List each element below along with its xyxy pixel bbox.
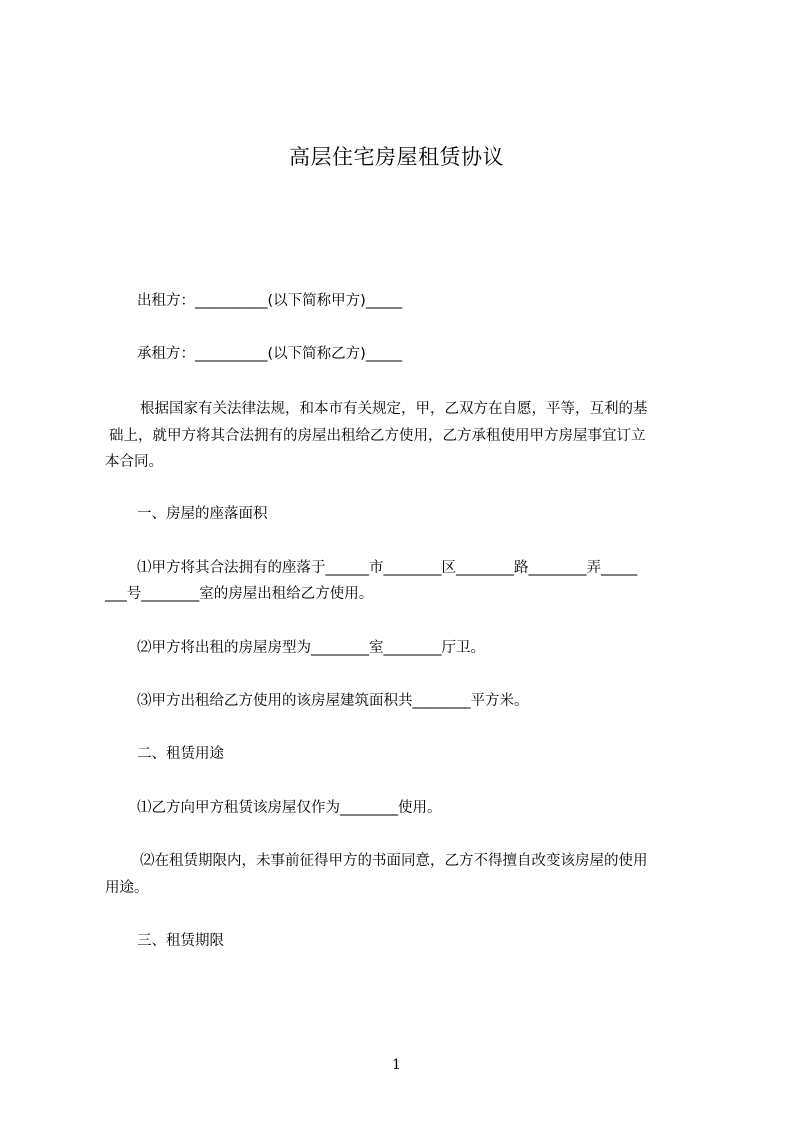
preamble-line-2: 础上，就甲方将其合法拥有的房屋出租给乙方使用，乙方承租使用甲方房屋事宜订立 — [109, 428, 646, 444]
preamble-line-1: 根据国家有关法律法规，和本市有关规定，甲，乙双方在自愿，平等，互利的基 — [140, 401, 648, 417]
section2-item2-line2: 用途。 — [105, 880, 149, 896]
section1-item1-line2: ___号________室的房屋出租给乙方使用。 — [105, 586, 374, 602]
document-title: 高层住宅房屋租赁协议 — [289, 145, 504, 169]
lessee-line: 承租方：__________(以下简称乙方)_____ — [137, 346, 403, 362]
section2-item2-line1: ⑵在租赁期限内，未事前征得甲方的书面同意，乙方不得擅自改变该房屋的使用 — [140, 853, 648, 869]
section1-item1-line1: ⑴甲方将其合法拥有的座落于______市________区________路________弄_____ — [137, 560, 638, 576]
lessor-line: 出租方：__________(以下简称甲方)_____ — [137, 293, 403, 309]
page-number: 1 — [392, 1057, 401, 1073]
section1-item2: ⑵甲方将出租的房屋房型为________室________厅卫。 — [137, 640, 485, 656]
section1-heading: 一、房屋的座落面积 — [137, 506, 268, 522]
section1-item3: ⑶甲方出租给乙方使用的该房屋建筑面积共________平方米。 — [137, 693, 529, 709]
section2-heading: 二、租赁用途 — [137, 746, 224, 762]
section2-item1: ⑴乙方向甲方租赁该房屋仅作为________使用。 — [137, 800, 442, 816]
section3-heading: 三、租赁期限 — [137, 933, 224, 949]
preamble-line-3: 本合同。 — [105, 454, 163, 470]
